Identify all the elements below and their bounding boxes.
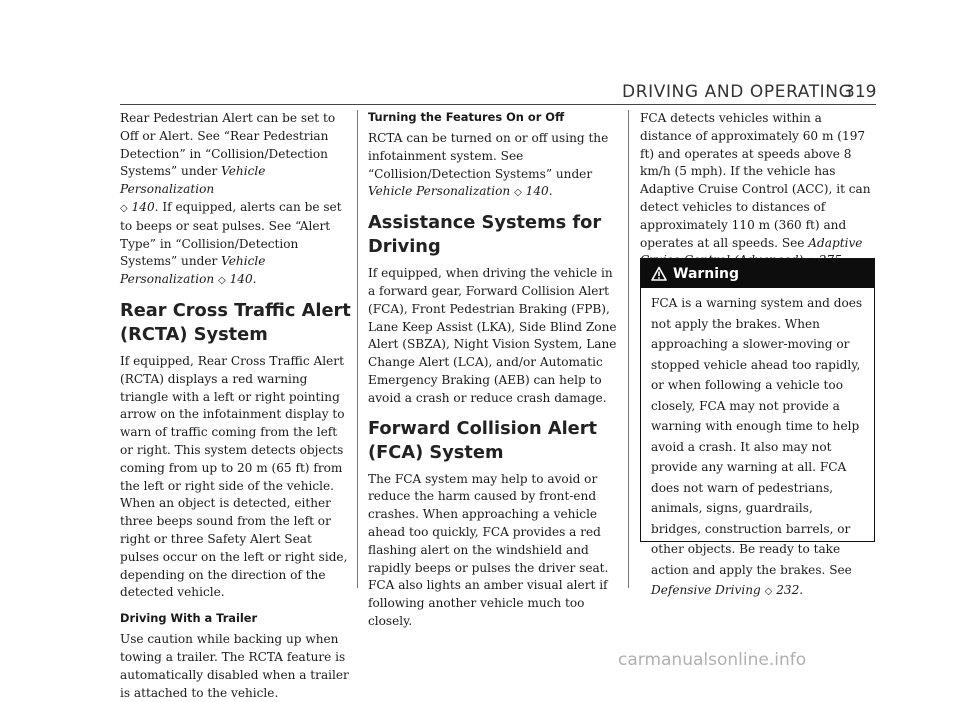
column-2	[368, 110, 618, 631]
warning-box	[640, 258, 875, 597]
header-rule	[120, 104, 876, 105]
heading-assistance-systems: Assistance Systems for Driving	[368, 212, 602, 258]
heading-rcta: Rear Cross Traffic Alert (RCTA) System	[120, 299, 351, 345]
xref-page[interactable]: 140	[131, 199, 155, 214]
paragraph-fca-range: FCA detects vehicles within a distance of approximately 60 m (197 ft) and operates at speeds above 8 km/h (5 mph). If the vehicle has Adaptive Cruise Control (ACC), it can detect vehicles to distances of approximately 110 m (360 ft) and operates at all speeds. See Adaptive	[640, 110, 876, 271]
page-number: 319	[844, 82, 877, 102]
paragraph-on-off: RCTA can be turned on or off using the infotainment system. See “Collision/Detection Systems” under Vehicle Personalization ◇ 140.	[368, 131, 609, 199]
watermark: carmanualsonline.info	[618, 650, 807, 670]
xref-page[interactable]: 232	[776, 583, 800, 597]
subheading-driving-with-trailer: Driving With a Trailer	[120, 611, 258, 626]
paragraph-assistance: If equipped, when driving the vehicle in a forward gear, Forward Collision Alert (FCA), Front Pedestrian Braking (FPB), Lane Keep Assist (LKA), Side Blind Zone Alert (SBZA), Night Vision System, Lane Change Alert (LCA), and/or Automatic Emergency Braking (AEB) can help to avoid a crash or reduce crash damage.	[368, 266, 617, 405]
xref-adaptive-cruise-control[interactable]: Adaptive	[808, 235, 863, 250]
heading-fca: Forward Collision Alert (FCA) System	[368, 417, 598, 463]
page-ref-icon: ◇	[764, 586, 773, 597]
xref-vehicle-personalization[interactable]: Vehicle Personalization	[120, 254, 266, 287]
paragraph-trailer: Use caution while backing up when towing a trailer. The RCTA feature is automatically disabled when a trailer is attached to the vehicle.	[120, 632, 349, 700]
page-ref-icon: ◇	[218, 275, 226, 287]
xref-page[interactable]: 140	[525, 184, 549, 199]
page-header-section: DRIVING AND OPERATING	[622, 82, 853, 102]
paragraph-rcta: If equipped, Rear Cross Traffic Alert (RCTA) displays a red warning triangle with a left or right pointing arrow on the infotainment display to warn of traffic coming from the left or right. This system detects objects coming from up to 20 m (65 ft) from the left or right side of the vehicle. When an object is detected, either three beeps sound from the left or right or three Safety Alert Seat pulses occur on the left or right side, depending on the direction of the detected vehicle.	[120, 353, 348, 600]
warning-title: Warning	[673, 265, 740, 282]
column-divider-2	[628, 110, 629, 588]
column-divider-1	[357, 110, 358, 588]
page-ref-icon: ◇	[514, 187, 522, 199]
xref-page[interactable]: 140	[229, 272, 253, 287]
column-3	[640, 110, 876, 271]
paragraph-fca: The FCA system may help to avoid or reduce the harm caused by front-end crashes. When approaching a vehicle ahead too quickly, FCA provides a red flashing alert on the windshield and rapidly beeps or pulses the driver seat. FCA also lights an amber visual alert if following another vehicle much too closely.	[368, 471, 609, 628]
xref-defensive-driving[interactable]: Defensive Driving	[651, 583, 761, 597]
paragraph-rear-pedestrian-alert: Rear Pedestrian Alert can be set to Off or Alert. See “Rear Pedestrian Detection” in “Collision/Detection Systems” under Vehicle Personalization ◇ 140. If equipped, alerts can be set to beeps or seat pulses. See “Alert Type” in “Collision/Detection Systems” under Vehicle Personalization ◇ 140.	[120, 111, 342, 287]
warning-header	[641, 259, 874, 288]
column-1	[120, 110, 352, 702]
xref-vehicle-personalization[interactable]: Vehicle Personalization	[368, 184, 511, 199]
page-ref-icon: ◇	[120, 202, 128, 214]
subheading-turning-on-off: Turning the Features On or Off	[368, 110, 565, 124]
warning-text: FCA is a warning system and does not apply the brakes. When approaching a slower-moving or stopped vehicle ahead too rapidly, or when following a vehicle too closely, FCA may not provide a warning with enough time to help avoid a crash. It also may not provide any warning at all. FCA does not warn of pedestrians, animals, signs, guardrails, bridges, construction barrels, or other objects. Be ready to take action and apply the brakes. See Defensive Driving ◇ 232.	[651, 296, 863, 597]
xref-vehicle-personalization[interactable]: Vehicle Personalization	[120, 164, 266, 197]
warning-triangle-icon	[651, 266, 667, 281]
